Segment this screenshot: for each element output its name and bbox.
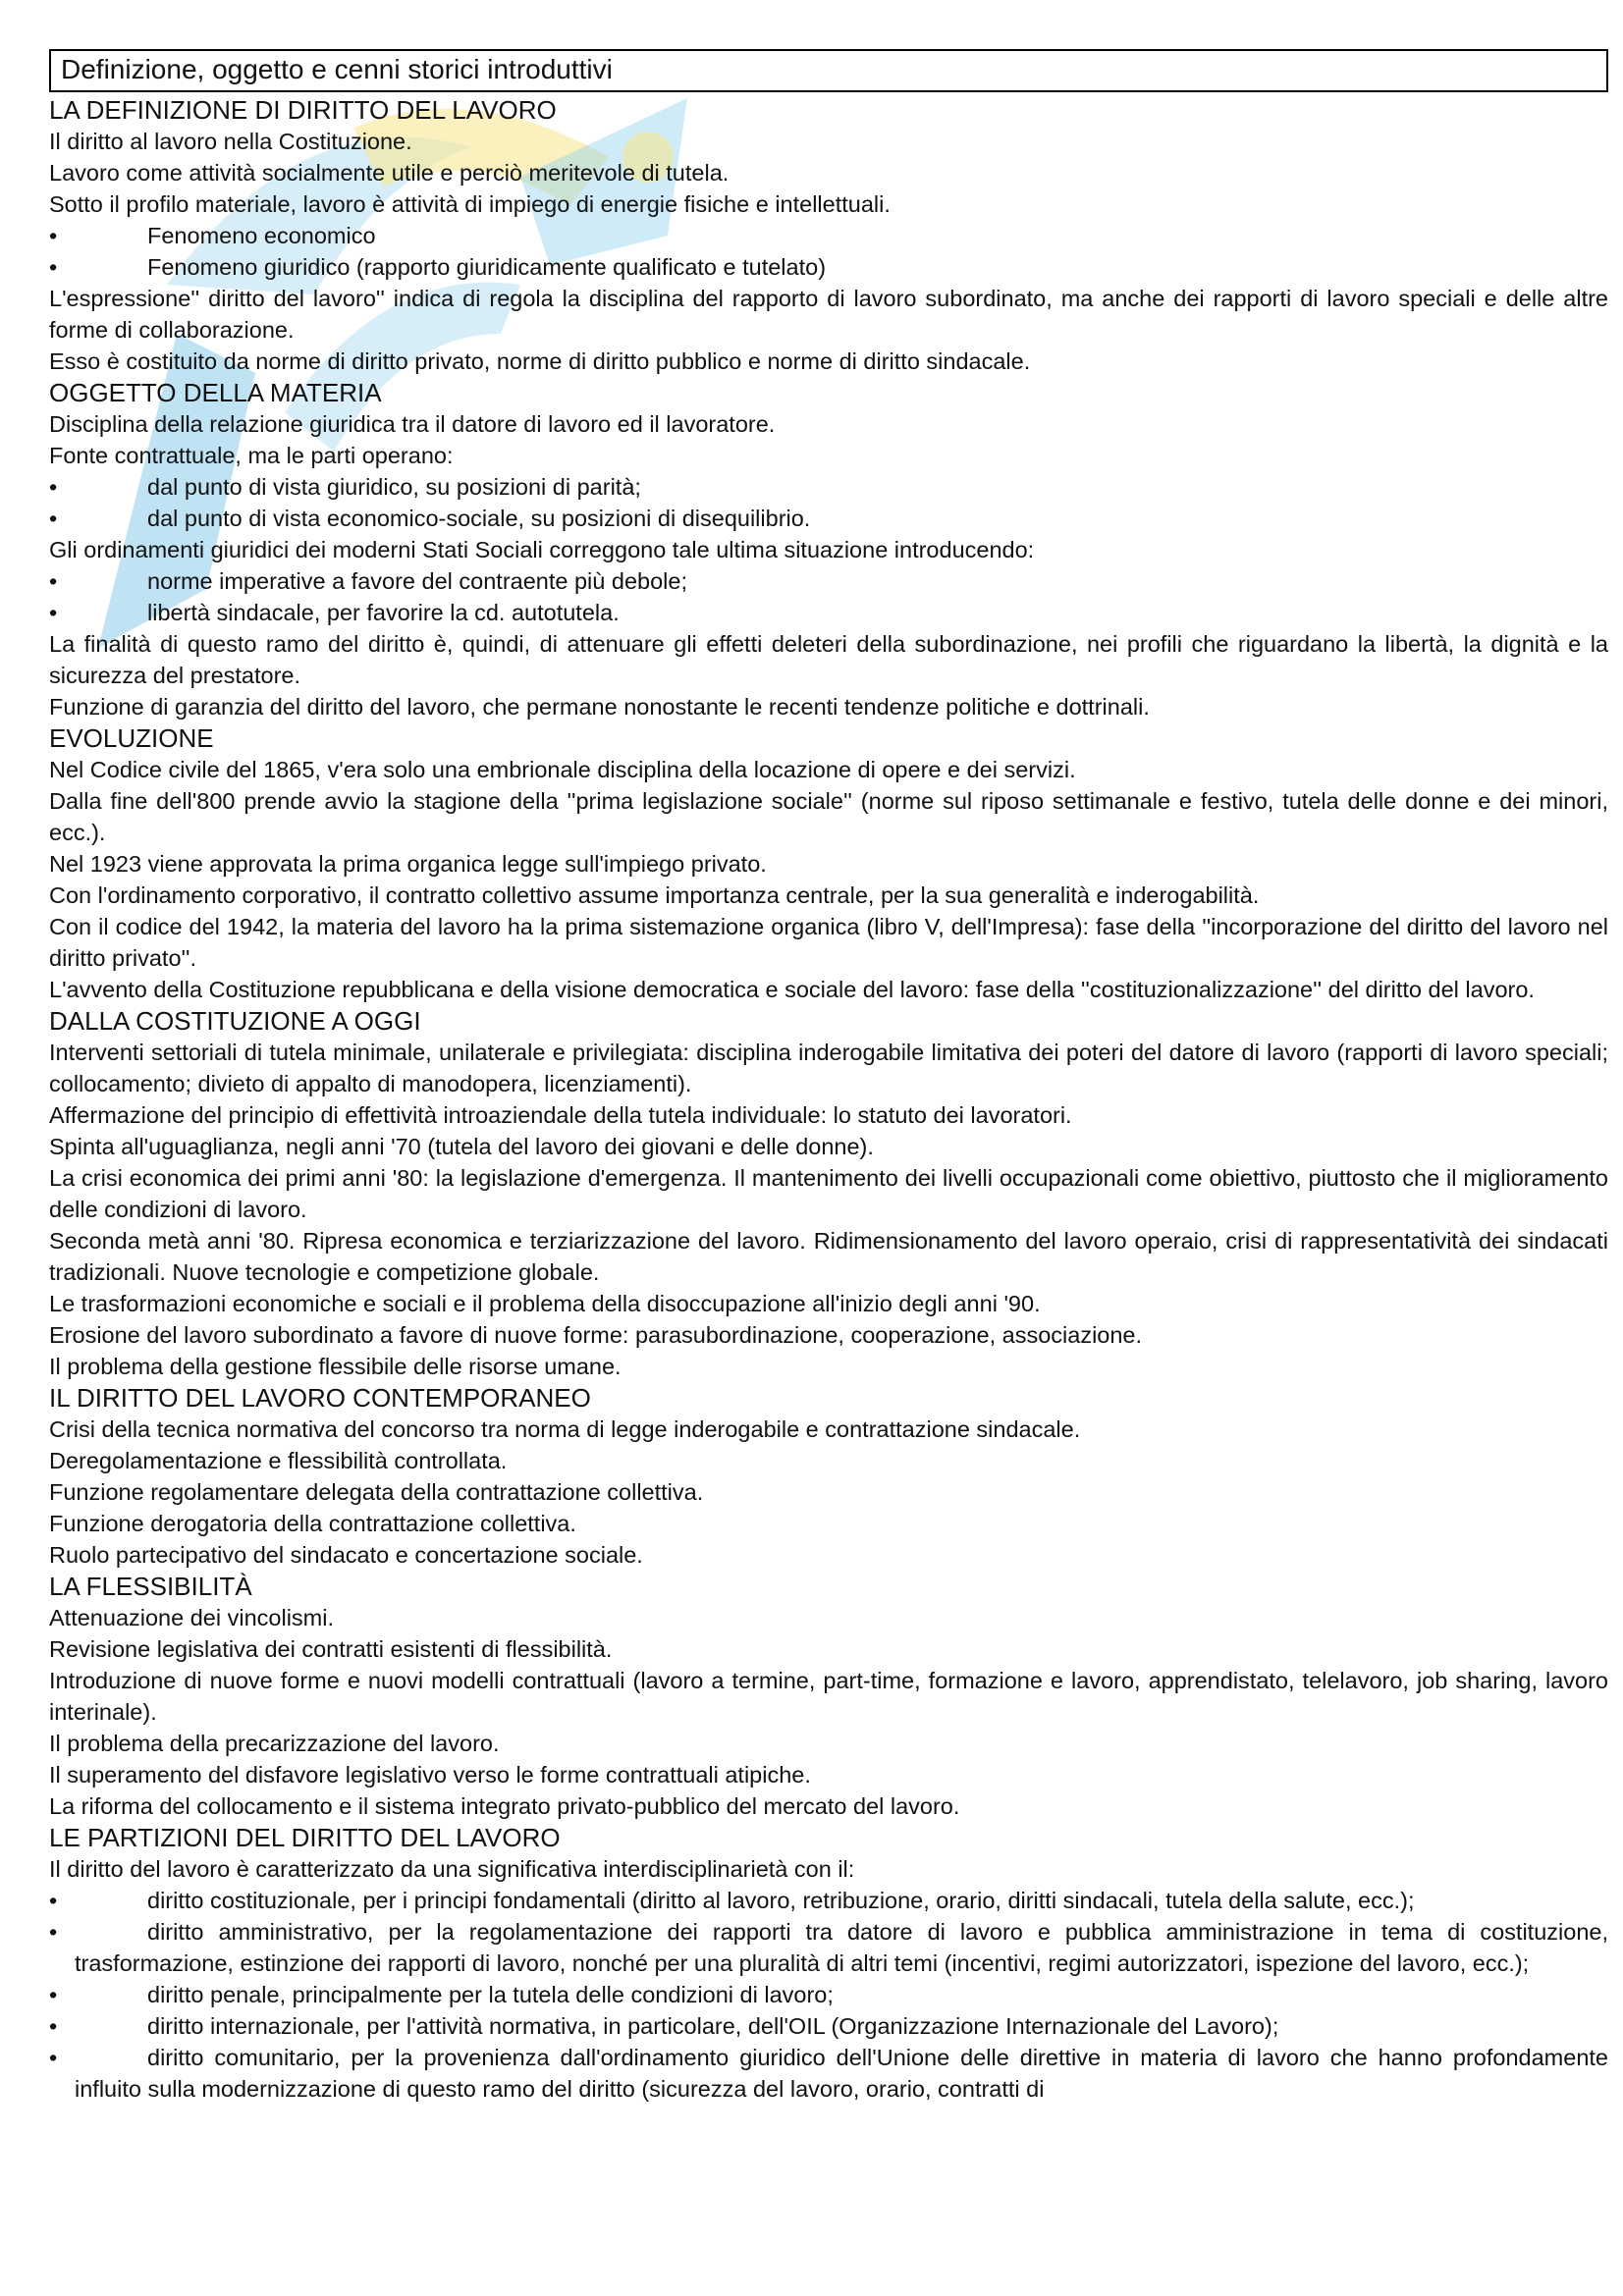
paragraph: Esso è costituito da norme di diritto privato, norme di diritto pubblico e norme di diritto sindacale. bbox=[49, 348, 1031, 374]
bullet-item bbox=[49, 2010, 1608, 2042]
paragraph: Ruolo partecipativo del sindacato e concertazione sociale. bbox=[49, 1542, 643, 1568]
paragraph: L'espressione'' diritto del lavoro'' indica di regola la disciplina del rapporto di lavoro subordinato, ma anche dei rapporti di lavoro speciali e delle altre forme di collaborazione. bbox=[49, 286, 1608, 343]
paragraph: Introduzione di nuove forme e nuovi modelli contrattuali (lavoro a termine, part-time, formazione e lavoro, apprendistato, telelavoro, job sharing, lavoro interinale). bbox=[49, 1668, 1608, 1725]
bullet-text: diritto comunitario, per la provenienza dall'ordinamento giuridico dell'Unione delle direttive in materia di lavoro che hanno profondamente influito sulla modernizzazione di questo ramo del diritto (sicurezza del lavoro, orario, contratti di bbox=[75, 2045, 1608, 2102]
bullet-text: dal punto di vista giuridico, su posizioni di parità; bbox=[147, 474, 641, 500]
bullet-icon: • bbox=[49, 2013, 58, 2039]
paragraph: Fonte contrattuale, ma le parti operano: bbox=[49, 443, 454, 468]
paragraph: Il diritto del lavoro è caratterizzato da una significativa interdisciplinarietà con il: bbox=[49, 1856, 855, 1882]
paragraph: Attenuazione dei vincolismi. bbox=[49, 1605, 334, 1630]
bullet-icon: • bbox=[49, 1888, 58, 1913]
bullet-icon: • bbox=[49, 506, 58, 531]
bullet-icon: • bbox=[49, 223, 58, 248]
paragraph: Interventi settoriali di tutela minimale, unilaterale e privilegiata: disciplina inderogabile limitativa dei poteri del datore di lavoro (rapporti di lavoro speciali; collocamento; divieto di appalto di manodopera, licenziamenti). bbox=[49, 1040, 1608, 1096]
bullet-text: diritto costituzionale, per i principi fondamentali (diritto al lavoro, retribuzione, orario, diritti sindacali, tutela della salute, ecc.); bbox=[147, 1888, 1415, 1913]
bullet-item bbox=[49, 503, 1608, 534]
bullet-icon: • bbox=[49, 254, 58, 280]
paragraph: Con il codice del 1942, la materia del lavoro ha la prima sistemazione organica (libro V, dell'Impresa): fase della ''incorporazione del diritto del lavoro nel diritto privato''. bbox=[49, 914, 1608, 971]
paragraph: Funzione derogatoria della contrattazione collettiva. bbox=[49, 1511, 576, 1536]
paragraph: Sotto il profilo materiale, lavoro è attività di impiego di energie fisiche e intellettuali. bbox=[49, 191, 891, 217]
paragraph: Deregolamentazione e flessibilità controllata. bbox=[49, 1448, 508, 1473]
paragraph: Revisione legislativa dei contratti esistenti di flessibilità. bbox=[49, 1636, 613, 1662]
paragraph: Crisi della tecnica normativa del concorso tra norma di legge inderogabile e contrattazione sindacale. bbox=[49, 1416, 1081, 1442]
paragraph: Le trasformazioni economiche e sociali e il problema della disoccupazione all'inizio degli anni '90. bbox=[49, 1291, 1041, 1316]
document-header: Definizione, oggetto e cenni storici introduttivi bbox=[49, 49, 1608, 92]
section-heading: OGGETTO DELLA MATERIA bbox=[49, 378, 382, 407]
document-page bbox=[49, 49, 1608, 2105]
paragraph: La riforma del collocamento e il sistema integrato privato-pubblico del mercato del lavoro. bbox=[49, 1793, 960, 1819]
bullet-text: norme imperative a favore del contraente più debole; bbox=[147, 568, 687, 594]
bullet-item bbox=[49, 220, 1608, 251]
bullet-item bbox=[49, 2042, 1608, 2105]
paragraph: Nel 1923 viene approvata la prima organica legge sull'impiego privato. bbox=[49, 851, 767, 877]
paragraph: La crisi economica dei primi anni '80: la legislazione d'emergenza. Il mantenimento dei livelli occupazionali come obiettivo, piuttosto che il miglioramento delle condizioni di lavoro. bbox=[49, 1165, 1608, 1222]
paragraph: La finalità di questo ramo del diritto è, quindi, di attenuare gli effetti deleteri della subordinazione, nei profili che riguardano la libertà, la dignità e la sicurezza del prestatore. bbox=[49, 631, 1608, 688]
paragraph: Il problema della gestione flessibile delle risorse umane. bbox=[49, 1354, 622, 1379]
bullet-text: diritto internazionale, per l'attività normativa, in particolare, dell'OIL (Organizzazione Internazionale del Lavoro); bbox=[147, 2013, 1279, 2039]
bullet-item bbox=[49, 1885, 1608, 1916]
bullet-icon: • bbox=[49, 1919, 58, 1945]
section-heading: LE PARTIZIONI DEL DIRITTO DEL LAVORO bbox=[49, 1823, 561, 1852]
section-heading: LA FLESSIBILITÀ bbox=[49, 1572, 252, 1601]
paragraph: L'avvento della Costituzione repubblicana e della visione democratica e sociale del lavoro: fase della ''costituzionalizzazione'' del diritto del lavoro. bbox=[49, 977, 1535, 1002]
paragraph: Gli ordinamenti giuridici dei moderni Stati Sociali correggono tale ultima situazione introducendo: bbox=[49, 537, 1035, 562]
paragraph: Funzione di garanzia del diritto del lavoro, che permane nonostante le recenti tendenze politiche e dottrinali. bbox=[49, 694, 1150, 720]
paragraph: Il superamento del disfavore legislativo verso le forme contrattuali atipiche. bbox=[49, 1762, 811, 1788]
document-content bbox=[49, 94, 1608, 2105]
section-heading: LA DEFINIZIONE DI DIRITTO DEL LAVORO bbox=[49, 95, 557, 125]
section-heading: EVOLUZIONE bbox=[49, 723, 214, 753]
paragraph: Affermazione del principio di effettività introaziendale della tutela individuale: lo statuto dei lavoratori. bbox=[49, 1102, 1072, 1128]
bullet-text: Fenomeno economico bbox=[147, 223, 376, 248]
paragraph: Con l'ordinamento corporativo, il contratto collettivo assume importanza centrale, per la sua generalità e inderogabilità. bbox=[49, 882, 1260, 908]
bullet-icon: • bbox=[49, 568, 58, 594]
paragraph: Dalla fine dell'800 prende avvio la stagione della ''prima legislazione sociale'' (norme sul riposo settimanale e festivo, tutela delle donne e dei minori, ecc.). bbox=[49, 788, 1608, 845]
paragraph: Seconda metà anni '80. Ripresa economica e terziarizzazione del lavoro. Ridimensionamento del lavoro operaio, crisi di rappresentatività dei sindacati tradizionali. Nuove tecnologie e competizione globale. bbox=[49, 1228, 1608, 1285]
bullet-item bbox=[49, 597, 1608, 628]
bullet-item bbox=[49, 251, 1608, 283]
paragraph: Disciplina della relazione giuridica tra il datore di lavoro ed il lavoratore. bbox=[49, 411, 776, 437]
bullet-icon: • bbox=[49, 1982, 58, 2007]
paragraph: Il problema della precarizzazione del lavoro. bbox=[49, 1731, 500, 1756]
bullet-item bbox=[49, 565, 1608, 597]
section-heading: DALLA COSTITUZIONE A OGGI bbox=[49, 1006, 421, 1036]
bullet-item bbox=[49, 1916, 1608, 1979]
paragraph: Spinta all'uguaglianza, negli anni '70 (tutela del lavoro dei giovani e delle donne). bbox=[49, 1134, 874, 1159]
paragraph: Funzione regolamentare delegata della contrattazione collettiva. bbox=[49, 1479, 704, 1505]
paragraph: Nel Codice civile del 1865, v'era solo una embrionale disciplina della locazione di opere e dei servizi. bbox=[49, 757, 1076, 782]
bullet-text: Fenomeno giuridico (rapporto giuridicamente qualificato e tutelato) bbox=[147, 254, 827, 280]
bullet-text: diritto amministrativo, per la regolamentazione dei rapporti tra datore di lavoro e pubblica amministrazione in tema di costituzione, trasformazione, estinzione dei rapporti di lavoro, nonché per una pluralità di altri temi (incentivi, regimi autorizzatori, ispezione del lavoro, ecc.); bbox=[75, 1919, 1608, 1976]
bullet-item bbox=[49, 471, 1608, 503]
bullet-text: libertà sindacale, per favorire la cd. autotutela. bbox=[147, 600, 620, 625]
bullet-item bbox=[49, 1979, 1608, 2010]
paragraph: Lavoro come attività socialmente utile e perciò meritevole di tutela. bbox=[49, 160, 730, 186]
paragraph: Il diritto al lavoro nella Costituzione. bbox=[49, 129, 412, 154]
bullet-icon: • bbox=[49, 474, 58, 500]
bullet-icon: • bbox=[49, 2045, 58, 2070]
paragraph: Erosione del lavoro subordinato a favore di nuove forme: parasubordinazione, cooperazione, associazione. bbox=[49, 1322, 1143, 1348]
bullet-icon: • bbox=[49, 600, 58, 625]
section-heading: IL DIRITTO DEL LAVORO CONTEMPORANEO bbox=[49, 1383, 591, 1413]
bullet-text: dal punto di vista economico-sociale, su posizioni di disequilibrio. bbox=[147, 506, 811, 531]
bullet-text: diritto penale, principalmente per la tutela delle condizioni di lavoro; bbox=[147, 1982, 834, 2007]
